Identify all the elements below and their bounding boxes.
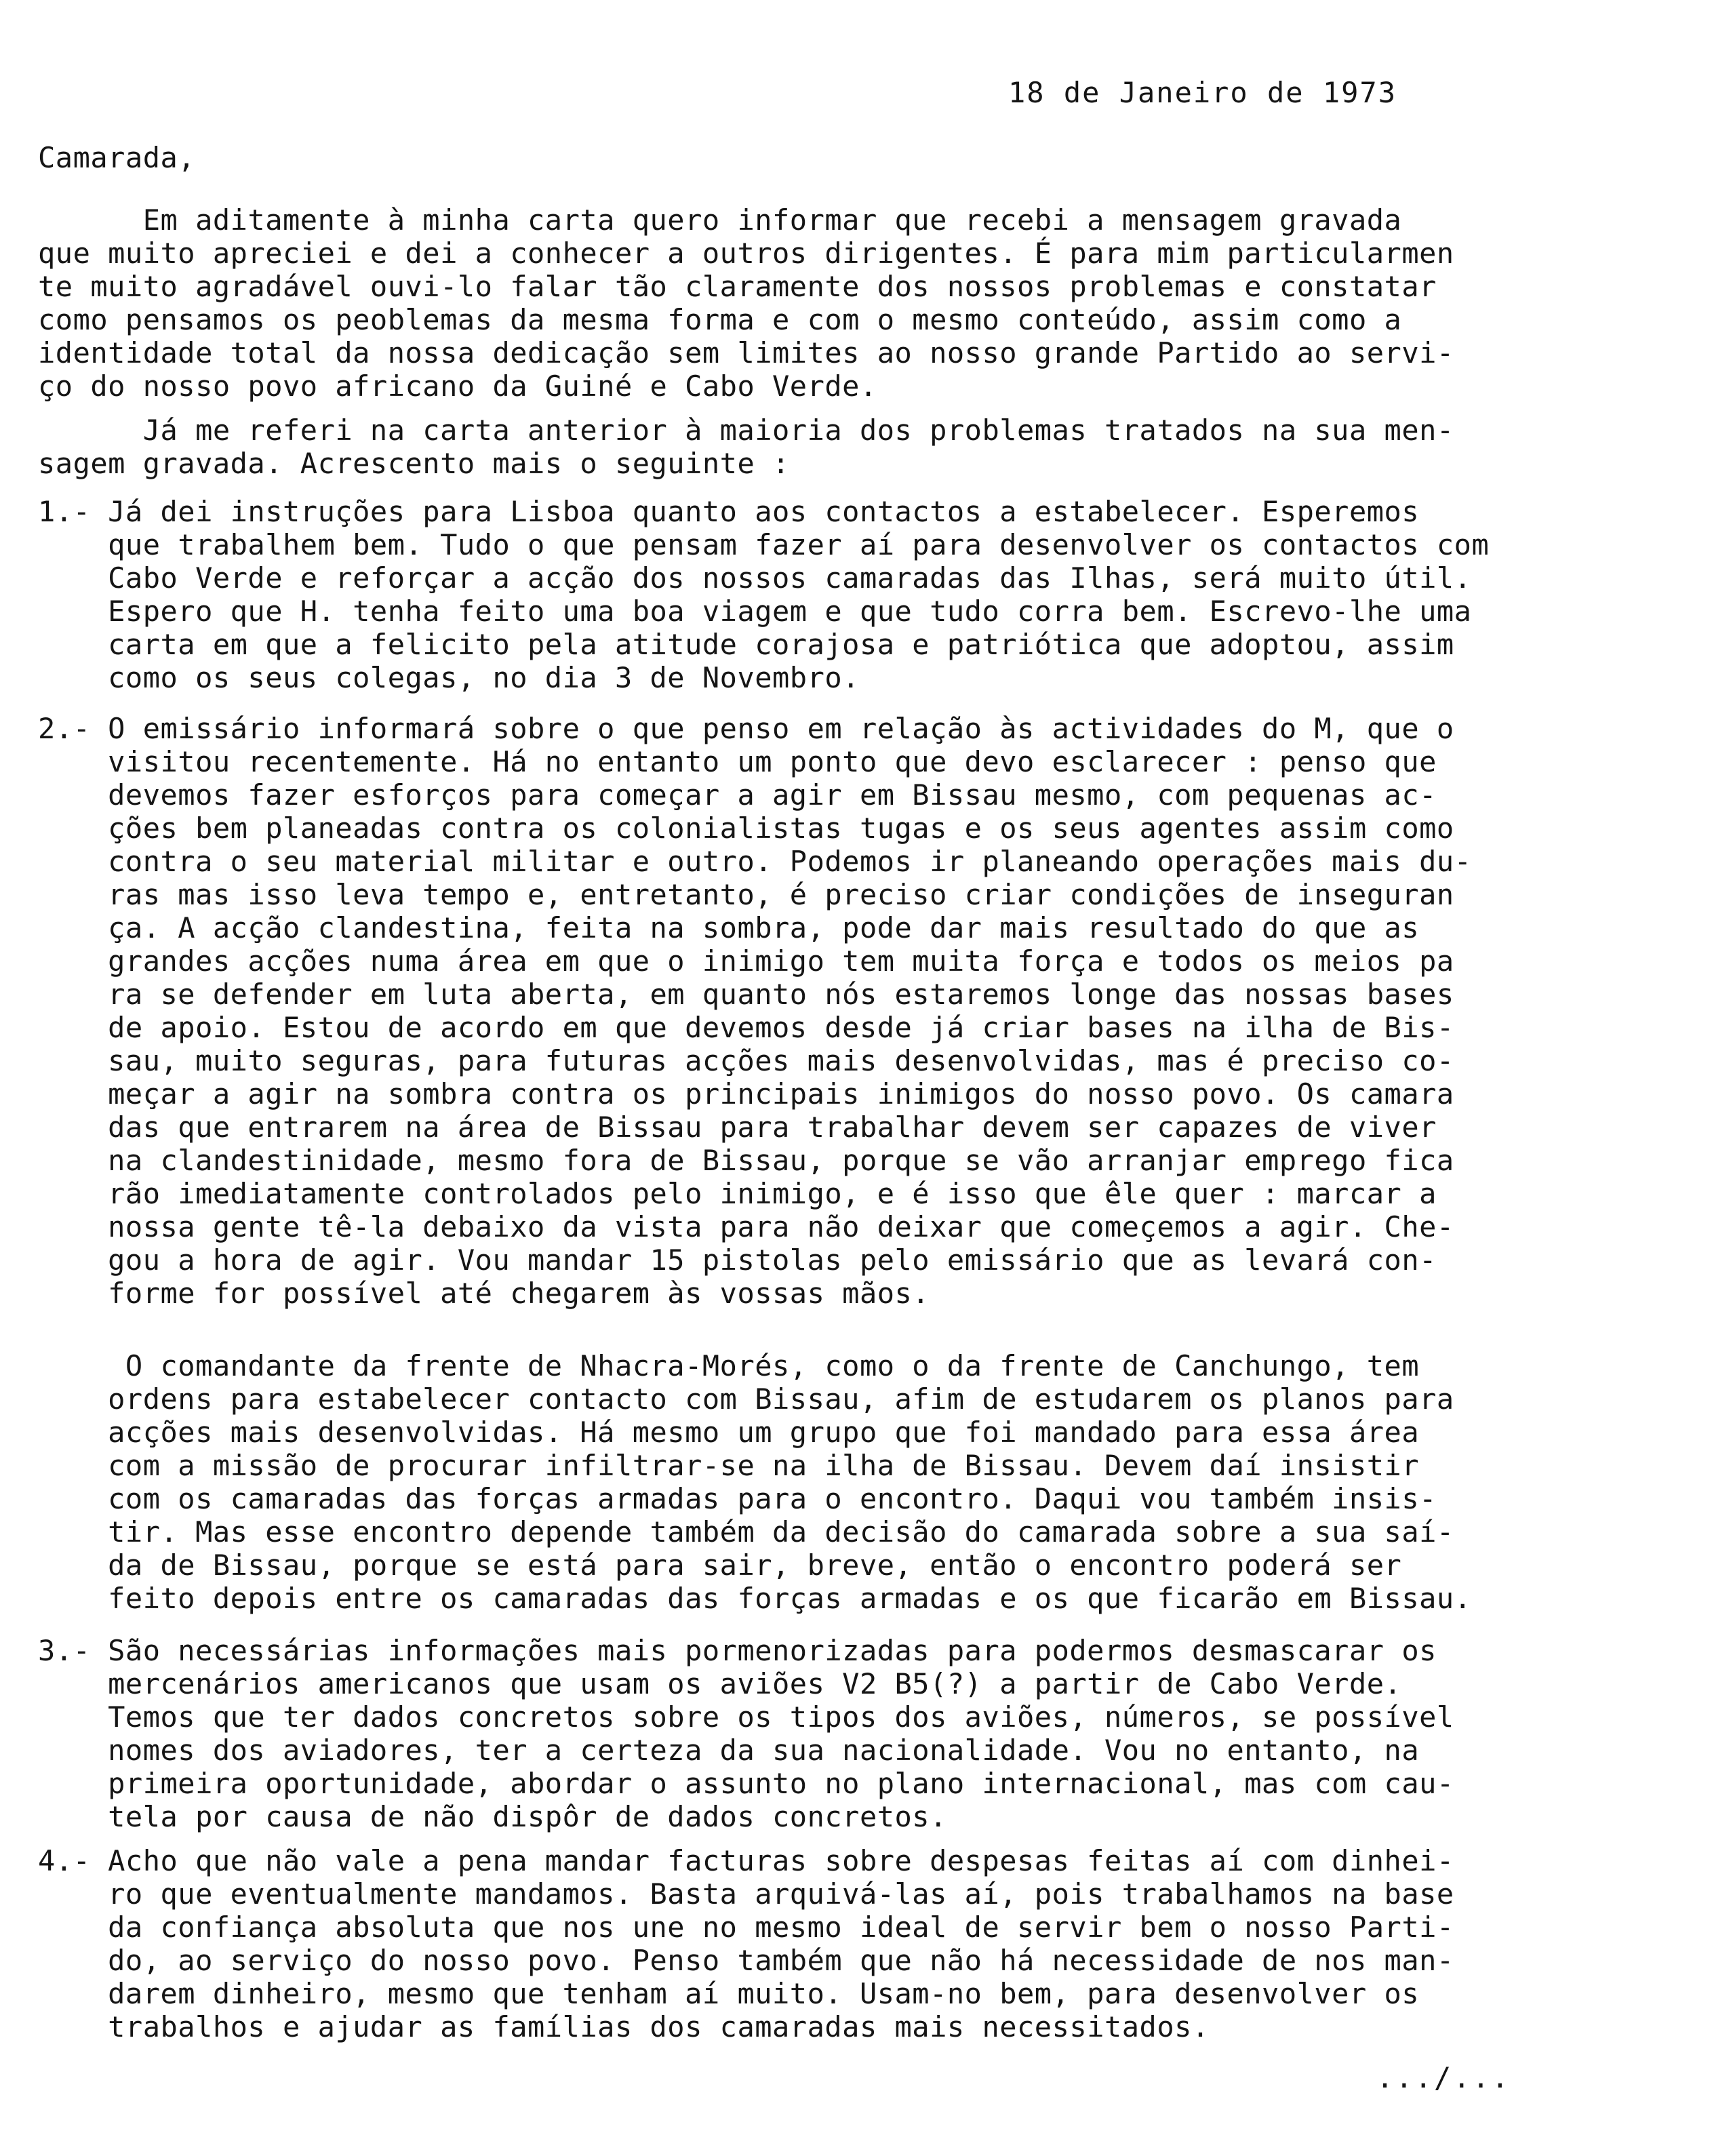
paragraph-2-line: Já me referi na carta anterior à maioria dos problemas tratados na sua men- (38, 414, 1454, 447)
paragraph-4-line: sau, muito seguras, para futuras acções mais desenvolvidas, mas é preciso co- (38, 1044, 1454, 1077)
paragraph-4-line: rão imediatamente controlados pelo inimigo, e é isso que êle quer : marcar a (38, 1177, 1437, 1210)
paragraph-7-line: darem dinheiro, mesmo que tenham aí muito. Usam-no bem, para desenvolver os (38, 1977, 1420, 2010)
paragraph-5-line: da de Bissau, porque se está para sair, breve, então o encontro poderá ser (38, 1549, 1402, 1582)
paragraph-4-line: das que entrarem na área de Bissau para trabalhar devem ser capazes de viver (38, 1111, 1437, 1144)
paragraph-1-line: Em aditamente à minha carta quero informar que recebi a mensagem gravada (38, 203, 1402, 237)
paragraph-4-line: ras mas isso leva tempo e, entretanto, é preciso criar condições de inseguran (38, 878, 1454, 911)
paragraph-2-line: sagem gravada. Acrescento mais o seguinte : (38, 447, 790, 480)
paragraph-6-line: mercenários americanos que usam os aviões V2 B5(?) a partir de Cabo Verde. (38, 1667, 1402, 1700)
continuation-mark: .../... (1376, 2061, 1511, 2094)
letter-greeting: Camarada, (38, 141, 196, 174)
paragraph-4-line: ça. A acção clandestina, feita na sombra, pode dar mais resultado do que as (38, 911, 1420, 944)
paragraph-4-line: gou a hora de agir. Vou mandar 15 pistolas pelo emissário que as levará con- (38, 1243, 1437, 1277)
paragraph-7-line: ro que eventualmente mandamos. Basta arquivá-las aí, pois trabalhamos na base (38, 1877, 1454, 1911)
paragraph-3-line: como os seus colegas, no dia 3 de Novembro. (38, 661, 860, 694)
paragraph-3-line: que trabalhem bem. Tudo o que pensam fazer aí para desenvolver os contactos com (38, 528, 1490, 561)
paragraph-7-line: trabalhos e ajudar as famílias dos camaradas mais necessitados. (38, 2010, 1210, 2043)
paragraph-4-line: na clandestinidade, mesmo fora de Bissau, porque se vão arranjar emprego fica (38, 1144, 1454, 1177)
paragraph-7-line: da confiança absoluta que nos une no mesmo ideal de servir bem o nosso Parti- (38, 1911, 1454, 1944)
paragraph-7-line: do, ao serviço do nosso povo. Penso também que não há necessidade de nos man- (38, 1944, 1454, 1977)
paragraph-5-line: acções mais desenvolvidas. Há mesmo um grupo que foi mandado para essa área (38, 1416, 1420, 1449)
paragraph-3-line: Espero que H. tenha feito uma boa viagem e que tudo corra bem. Escrevo-lhe uma (38, 595, 1472, 628)
paragraph-3-line: 1.- Já dei instruções para Lisboa quanto aos contactos a estabelecer. Esperemos (38, 495, 1420, 528)
paragraph-4-line: 2.- O emissário informará sobre o que penso em relação às actividades do M, que o (38, 712, 1454, 745)
paragraph-4-line: grandes acções numa área em que o inimigo tem muita força e todos os meios pa (38, 944, 1454, 978)
paragraph-5-line: feito depois entre os camaradas das forças armadas e os que ficarão em Bissau. (38, 1582, 1472, 1615)
paragraph-6-line: 3.- São necessárias informações mais pormenorizadas para podermos desmascarar os (38, 1634, 1437, 1667)
paragraph-1-line: te muito agradável ouvi-lo falar tão claramente dos nossos problemas e constatar (38, 270, 1437, 303)
paragraph-1-line: ço do nosso povo africano da Guiné e Cabo Verde. (38, 370, 877, 403)
paragraph-5-line: com os camaradas das forças armadas para o encontro. Daqui vou também insis- (38, 1482, 1437, 1515)
letter-date: 18 de Janeiro de 1973 (1008, 76, 1397, 109)
paragraph-6-line: tela por causa de não dispôr de dados concretos. (38, 1800, 947, 1833)
paragraph-5-line: O comandante da frente de Nhacra-Morés, como o da frente de Canchungo, tem (38, 1349, 1420, 1382)
paragraph-5-line: ordens para estabelecer contacto com Bissau, afim de estudarem os planos para (38, 1382, 1454, 1416)
paragraph-1-line: como pensamos os peoblemas da mesma forma e com o mesmo conteúdo, assim como a (38, 303, 1402, 336)
paragraph-4-line: forme for possível até chegarem às vossas mãos. (38, 1277, 930, 1310)
paragraph-3-line: carta em que a felicito pela atitude corajosa e patriótica que adoptou, assim (38, 628, 1454, 661)
paragraph-7-line: 4.- Acho que não vale a pena mandar facturas sobre despesas feitas aí com dinhei- (38, 1844, 1454, 1877)
paragraph-5-line: com a missão de procurar infiltrar-se na ilha de Bissau. Devem daí insistir (38, 1449, 1420, 1482)
paragraph-4-line: nossa gente tê-la debaixo da vista para não deixar que começemos a agir. Che- (38, 1210, 1454, 1243)
paragraph-3-line: Cabo Verde e reforçar a acção dos nossos camaradas das Ilhas, será muito útil. (38, 561, 1472, 595)
paragraph-1-line: identidade total da nossa dedicação sem limites ao nosso grande Partido ao servi- (38, 336, 1454, 370)
paragraph-4-line: visitou recentemente. Há no entanto um ponto que devo esclarecer : penso que (38, 745, 1437, 778)
paragraph-5-line: tir. Mas esse encontro depende também da decisão do camarada sobre a sua saí- (38, 1515, 1454, 1549)
paragraph-6-line: nomes dos aviadores, ter a certeza da sua nacionalidade. Vou no entanto, na (38, 1734, 1420, 1767)
paragraph-4-line: ções bem planeadas contra os colonialistas tugas e os seus agentes assim como (38, 812, 1454, 845)
paragraph-4-line: ra se defender em luta aberta, em quanto nós estaremos longe das nossas bases (38, 978, 1454, 1011)
paragraph-1-line: que muito apreciei e dei a conhecer a outros dirigentes. É para mim particularmen (38, 237, 1454, 270)
paragraph-6-line: primeira oportunidade, abordar o assunto no plano internacional, mas com cau- (38, 1767, 1454, 1800)
paragraph-4-line: meçar a agir na sombra contra os principais inimigos do nosso povo. Os camara (38, 1077, 1454, 1111)
paragraph-4-line: devemos fazer esforços para começar a agir em Bissau mesmo, com pequenas ac- (38, 778, 1437, 812)
paragraph-6-line: Temos que ter dados concretos sobre os tipos dos aviões, números, se possível (38, 1700, 1454, 1734)
paragraph-4-line: de apoio. Estou de acordo em que devemos desde já criar bases na ilha de Bis- (38, 1011, 1454, 1044)
paragraph-4-line: contra o seu material militar e outro. Podemos ir planeando operações mais du- (38, 845, 1472, 878)
